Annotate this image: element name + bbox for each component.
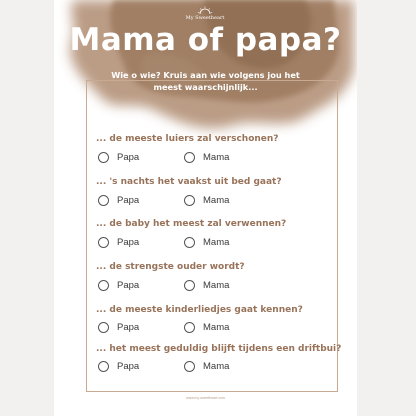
radio-circle[interactable] <box>184 361 195 372</box>
radio-circle[interactable] <box>98 237 109 248</box>
option-label: Mama <box>203 280 230 291</box>
question-text: ... de meeste kinderliedjes gaat kennen? <box>96 305 303 315</box>
radio-circle[interactable] <box>184 322 195 333</box>
question-text: ... de baby het meest zal verwennen? <box>96 219 287 229</box>
option-label: Papa <box>117 237 140 248</box>
option-label: Papa <box>117 195 140 206</box>
radio-circle[interactable] <box>98 361 109 372</box>
radio-circle[interactable] <box>184 152 195 163</box>
option-papa[interactable] <box>98 322 139 333</box>
option-papa[interactable] <box>98 237 139 248</box>
question-text: ... het meest geduldig blijft tijdens een driftbui? <box>96 344 342 354</box>
option-label: Papa <box>117 322 140 333</box>
option-mama[interactable] <box>184 237 229 248</box>
footer-url: www.my-sweetheart.com <box>186 396 225 400</box>
option-mama[interactable] <box>184 361 229 372</box>
sun-rays-icon <box>197 6 213 15</box>
option-label: Mama <box>203 361 230 372</box>
radio-circle[interactable] <box>184 237 195 248</box>
option-papa[interactable] <box>98 152 139 163</box>
radio-circle[interactable] <box>98 280 109 291</box>
radio-circle[interactable] <box>184 195 195 206</box>
page-subtitle: Wie o wie? Kruis aan wie volgens jou het meest waarschijnlijk... <box>111 70 300 92</box>
question-text: ... de strengste ouder wordt? <box>96 262 245 272</box>
option-label: Papa <box>117 152 140 163</box>
option-papa[interactable] <box>98 195 139 206</box>
brand-logo <box>180 6 230 21</box>
option-label: Mama <box>203 195 230 206</box>
question-text: ... 's nachts het vaakst uit bed gaat? <box>96 177 282 187</box>
radio-circle[interactable] <box>98 152 109 163</box>
option-papa[interactable] <box>98 361 139 372</box>
radio-circle[interactable] <box>98 322 109 333</box>
option-mama[interactable] <box>184 280 229 291</box>
page-title: Mama of papa? <box>69 22 342 58</box>
radio-circle[interactable] <box>98 195 109 206</box>
option-mama[interactable] <box>184 195 229 206</box>
option-papa[interactable] <box>98 280 139 291</box>
option-label: Papa <box>117 280 140 291</box>
option-label: Mama <box>203 322 230 333</box>
option-mama[interactable] <box>184 152 229 163</box>
brand-logo-text: My Sweetheart <box>185 15 225 21</box>
option-mama[interactable] <box>184 322 229 333</box>
question-text: ... de meeste luiers zal verschonen? <box>96 134 279 144</box>
option-label: Papa <box>117 361 140 372</box>
option-label: Mama <box>203 152 230 163</box>
radio-circle[interactable] <box>184 280 195 291</box>
option-label: Mama <box>203 237 230 248</box>
game-sheet <box>54 0 357 416</box>
